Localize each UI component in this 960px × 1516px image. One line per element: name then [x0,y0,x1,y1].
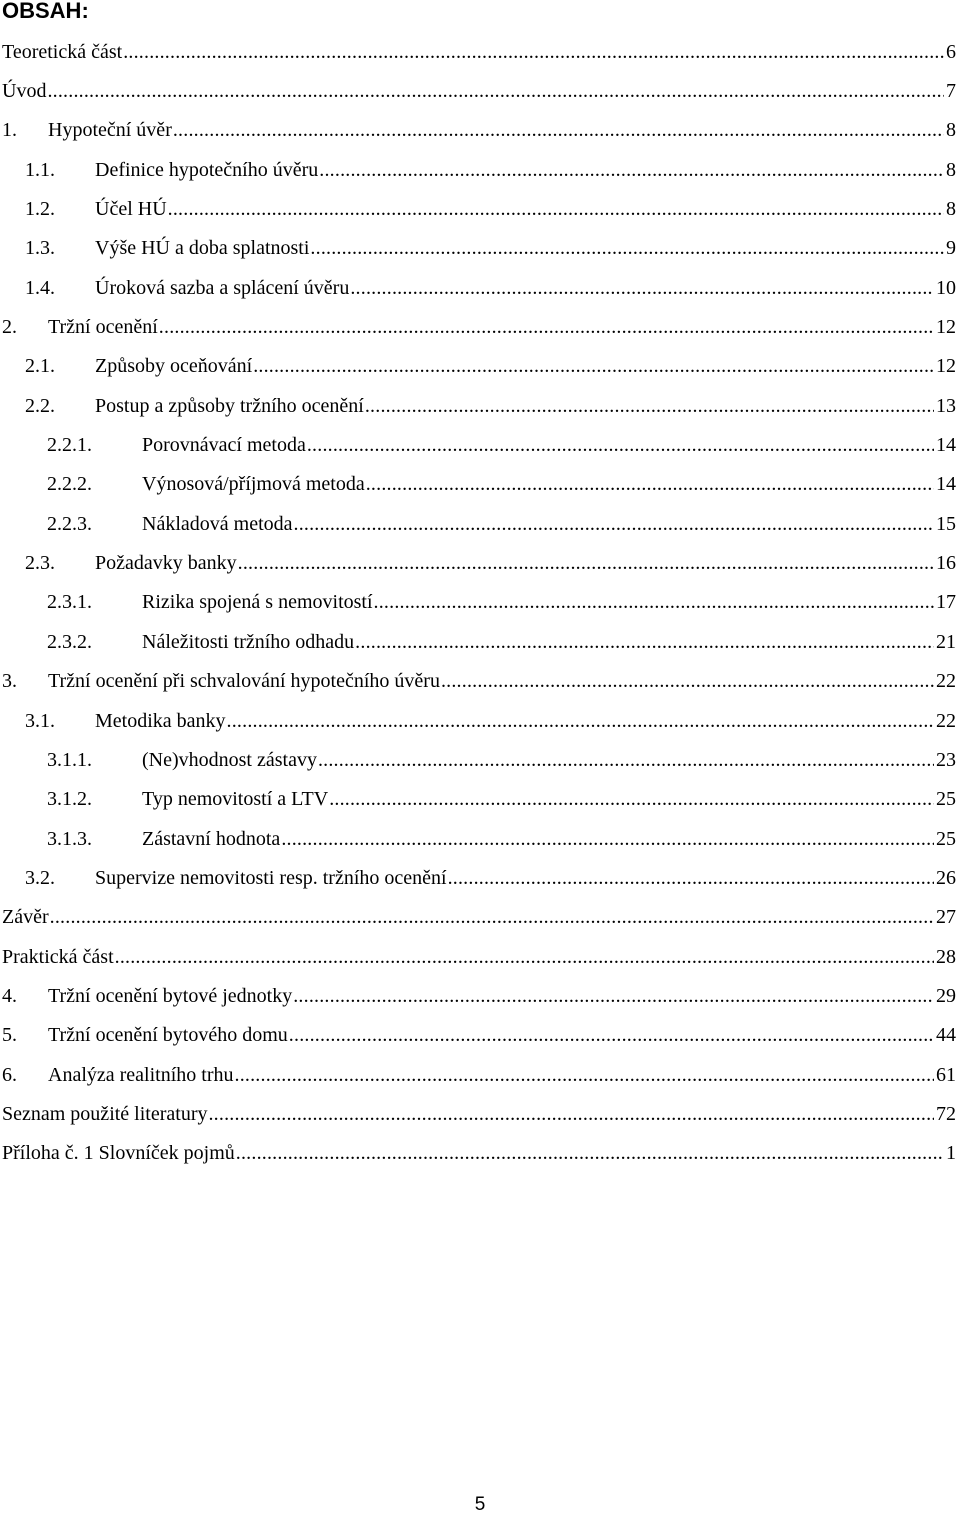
toc-entry-line [95,236,956,260]
toc-dot-leader [307,433,934,457]
toc-dot-leader [329,787,934,811]
toc-entry-title: Úroková sazba a splácení úvěru [95,276,350,299]
toc-dot-leader [448,866,934,890]
toc-entry[interactable] [0,111,960,150]
toc-entry-page: 13 [936,394,956,417]
toc-entry-line [95,394,956,418]
toc-entry-number: 2.2. [25,394,55,417]
toc-entry-line [2,40,956,64]
toc-entry[interactable] [0,71,960,110]
toc-entry-page: 25 [936,788,956,811]
toc-entry-number: 3.1.2. [47,788,92,811]
toc-entry-page: 10 [936,276,956,299]
toc-dot-leader [365,394,934,418]
toc-dot-leader [115,945,934,969]
toc-entry[interactable] [0,583,960,622]
toc-dot-leader [374,590,934,614]
toc-entry-number: 2.2.3. [47,512,92,535]
toc-entry-page: 16 [936,552,956,575]
toc-dot-leader [294,512,935,536]
toc-entry-line [142,472,956,496]
toc-entry-title: Požadavky banky [95,552,237,575]
toc-entry-title: Příloha č. 1 Slovníček pojmů [2,1142,235,1165]
toc-entry-page: 61 [936,1063,956,1086]
toc-dot-leader [441,669,934,693]
toc-dot-leader [293,984,934,1008]
toc-entry-title: Úvod [2,80,47,103]
toc-entry-number: 3.1. [25,709,55,732]
toc-entry[interactable] [0,898,960,937]
toc-entry-title: Tržní ocenění při schvalování hypotečního úvěru [48,670,440,693]
toc-entry[interactable] [0,780,960,819]
toc-dot-leader [50,905,934,929]
toc-entry-line [48,1023,956,1047]
toc-entry-number: 2. [2,316,17,339]
toc-entry-title: Hypoteční úvěr [48,119,172,142]
toc-dot-leader [159,315,934,339]
toc-dot-leader [236,1141,944,1165]
toc-entry-title: Porovnávací metoda [142,434,306,457]
toc-dot-leader [281,827,934,851]
toc-dot-leader [319,158,944,182]
toc-entry-title: Postup a způsoby tržního ocenění [95,394,364,417]
toc-entry-number: 6. [2,1063,17,1086]
toc-entry-title: Způsoby oceňování [95,355,253,378]
toc-dot-leader [173,118,944,142]
toc-entry[interactable] [0,189,960,228]
toc-entry-number: 3.2. [25,866,55,889]
toc-entry-page: 21 [936,630,956,653]
toc-entry[interactable] [0,1094,960,1133]
toc-entry-line [142,433,956,457]
toc-entry-page: 8 [946,158,956,181]
toc-entry-line [142,512,956,536]
toc-entry-line [142,827,956,851]
toc-entry-line [48,315,956,339]
toc-entry[interactable] [0,268,960,307]
toc-dot-leader [47,79,944,103]
toc-entry-number: 1.4. [25,276,55,299]
toc-entry-title: Tržní ocenění bytového domu [48,1024,288,1047]
toc-entry-line [2,905,956,929]
toc-entry[interactable] [0,32,960,71]
toc-entry[interactable] [0,937,960,976]
table-of-contents [0,32,960,1173]
toc-entry-title: Typ nemovitostí a LTV [142,788,329,811]
toc-entry[interactable] [0,701,960,740]
page-number: 5 [474,1494,486,1515]
toc-entry[interactable] [0,662,960,701]
toc-entry[interactable] [0,425,960,464]
toc-entry-line [48,1063,956,1087]
toc-entry-line [2,1141,956,1165]
toc-entry[interactable] [0,543,960,582]
toc-entry-title: Výnosová/příjmová metoda [142,473,365,496]
toc-entry-line [142,630,956,654]
toc-entry-number: 3.1.3. [47,827,92,850]
toc-entry-page: 27 [936,906,956,929]
toc-entry-line [95,276,956,300]
toc-entry-title: Tržní ocenění bytové jednotky [48,984,293,1007]
toc-entry-number: 1.1. [25,158,55,181]
toc-entry-number: 2.1. [25,355,55,378]
toc-entry-page: 14 [936,473,956,496]
toc-entry[interactable] [0,150,960,189]
toc-entry-page: 26 [936,866,956,889]
toc-entry-line [142,787,956,811]
toc-entry-number: 3. [2,670,17,693]
toc-entry-title: Rizika spojená s nemovitostí [142,591,373,614]
toc-entry-title: Účel HÚ [95,198,167,221]
toc-entry-line [2,1102,956,1126]
toc-entry-page: 12 [936,355,956,378]
toc-dot-leader [208,1102,934,1126]
toc-entry[interactable] [0,347,960,386]
toc-entry-number: 2.3.2. [47,630,92,653]
toc-dot-leader [235,1063,935,1087]
toc-entry-title: Praktická část [2,945,114,968]
toc-entry[interactable] [0,1055,960,1094]
toc-dot-leader [227,709,934,733]
toc-entry-page: 7 [946,80,956,103]
toc-entry[interactable] [0,229,960,268]
toc-entry-page: 8 [946,119,956,142]
toc-entry-number: 5. [2,1024,17,1047]
toc-entry-page: 44 [936,1024,956,1047]
toc-dot-leader [366,472,934,496]
toc-entry-line [142,748,956,772]
toc-entry-title: Seznam použité literatury [2,1102,208,1125]
toc-entry[interactable] [0,976,960,1015]
toc-entry[interactable] [0,1016,960,1055]
toc-entry-number: 1. [2,119,17,142]
toc-entry-number: 2.2.1. [47,434,92,457]
toc-entry-page: 1 [946,1142,956,1165]
toc-entry-line [95,866,956,890]
toc-dot-leader [350,276,934,300]
toc-entry-title: Tržní ocenění [48,316,158,339]
toc-entry-line [2,79,956,103]
toc-entry[interactable] [0,386,960,425]
toc-entry-line [95,158,956,182]
toc-entry-title: Nákladová metoda [142,512,293,535]
toc-dot-leader [123,40,944,64]
toc-entry[interactable] [0,622,960,661]
toc-entry[interactable] [0,740,960,779]
toc-entry-page: 23 [936,748,956,771]
toc-entry-number: 2.3.1. [47,591,92,614]
toc-entry-page: 72 [936,1102,956,1125]
toc-entry-line [95,197,956,221]
toc-entry-line [48,984,956,1008]
toc-entry-line [142,590,956,614]
toc-entry-page: 29 [936,984,956,1007]
toc-entry-page: 9 [946,237,956,260]
toc-dot-leader [253,354,934,378]
toc-dot-leader [310,236,944,260]
toc-entry-page: 22 [936,709,956,732]
toc-entry-title: Náležitosti tržního odhadu [142,630,355,653]
toc-entry[interactable] [0,858,960,897]
toc-entry-title: Supervize nemovitosti resp. tržního ocenění [95,866,447,889]
toc-dot-leader [168,197,944,221]
toc-entry-page: 17 [936,591,956,614]
toc-entry-line [95,551,956,575]
toc-dot-leader [318,748,934,772]
toc-entry-number: 1.2. [25,198,55,221]
toc-entry-line [2,945,956,969]
toc-entry-page: 6 [946,40,956,63]
toc-entry-page: 22 [936,670,956,693]
page-title: OBSAH: [2,0,89,23]
toc-entry-title: Analýza realitního trhu [48,1063,234,1086]
toc-entry-page: 12 [936,316,956,339]
toc-entry-page: 25 [936,827,956,850]
toc-entry-title: Zástavní hodnota [142,827,281,850]
toc-entry[interactable] [0,465,960,504]
toc-entry[interactable] [0,1134,960,1173]
toc-entry-number: 3.1.1. [47,748,92,771]
toc-dot-leader [355,630,934,654]
toc-entry-page: 15 [936,512,956,535]
toc-entry-number: 2.3. [25,552,55,575]
toc-entry-line [48,669,956,693]
toc-entry-title: Metodika banky [95,709,226,732]
toc-dot-leader [238,551,934,575]
toc-dot-leader [289,1023,934,1047]
toc-entry-title: (Ne)vhodnost zástavy [142,748,317,771]
toc-entry-number: 2.2.2. [47,473,92,496]
toc-entry-line [48,118,956,142]
toc-entry[interactable] [0,307,960,346]
toc-entry-page: 14 [936,434,956,457]
toc-entry[interactable] [0,819,960,858]
toc-entry-number: 4. [2,984,17,1007]
toc-entry-title: Definice hypotečního úvěru [95,158,319,181]
toc-entry-number: 1.3. [25,237,55,260]
toc-entry-page: 28 [936,945,956,968]
toc-entry-title: Závěr [2,906,49,929]
toc-entry-title: Výše HÚ a doba splatnosti [95,237,310,260]
toc-entry[interactable] [0,504,960,543]
toc-entry-page: 8 [946,198,956,221]
toc-entry-line [95,354,956,378]
toc-entry-line [95,709,956,733]
toc-entry-title: Teoretická část [2,40,123,63]
